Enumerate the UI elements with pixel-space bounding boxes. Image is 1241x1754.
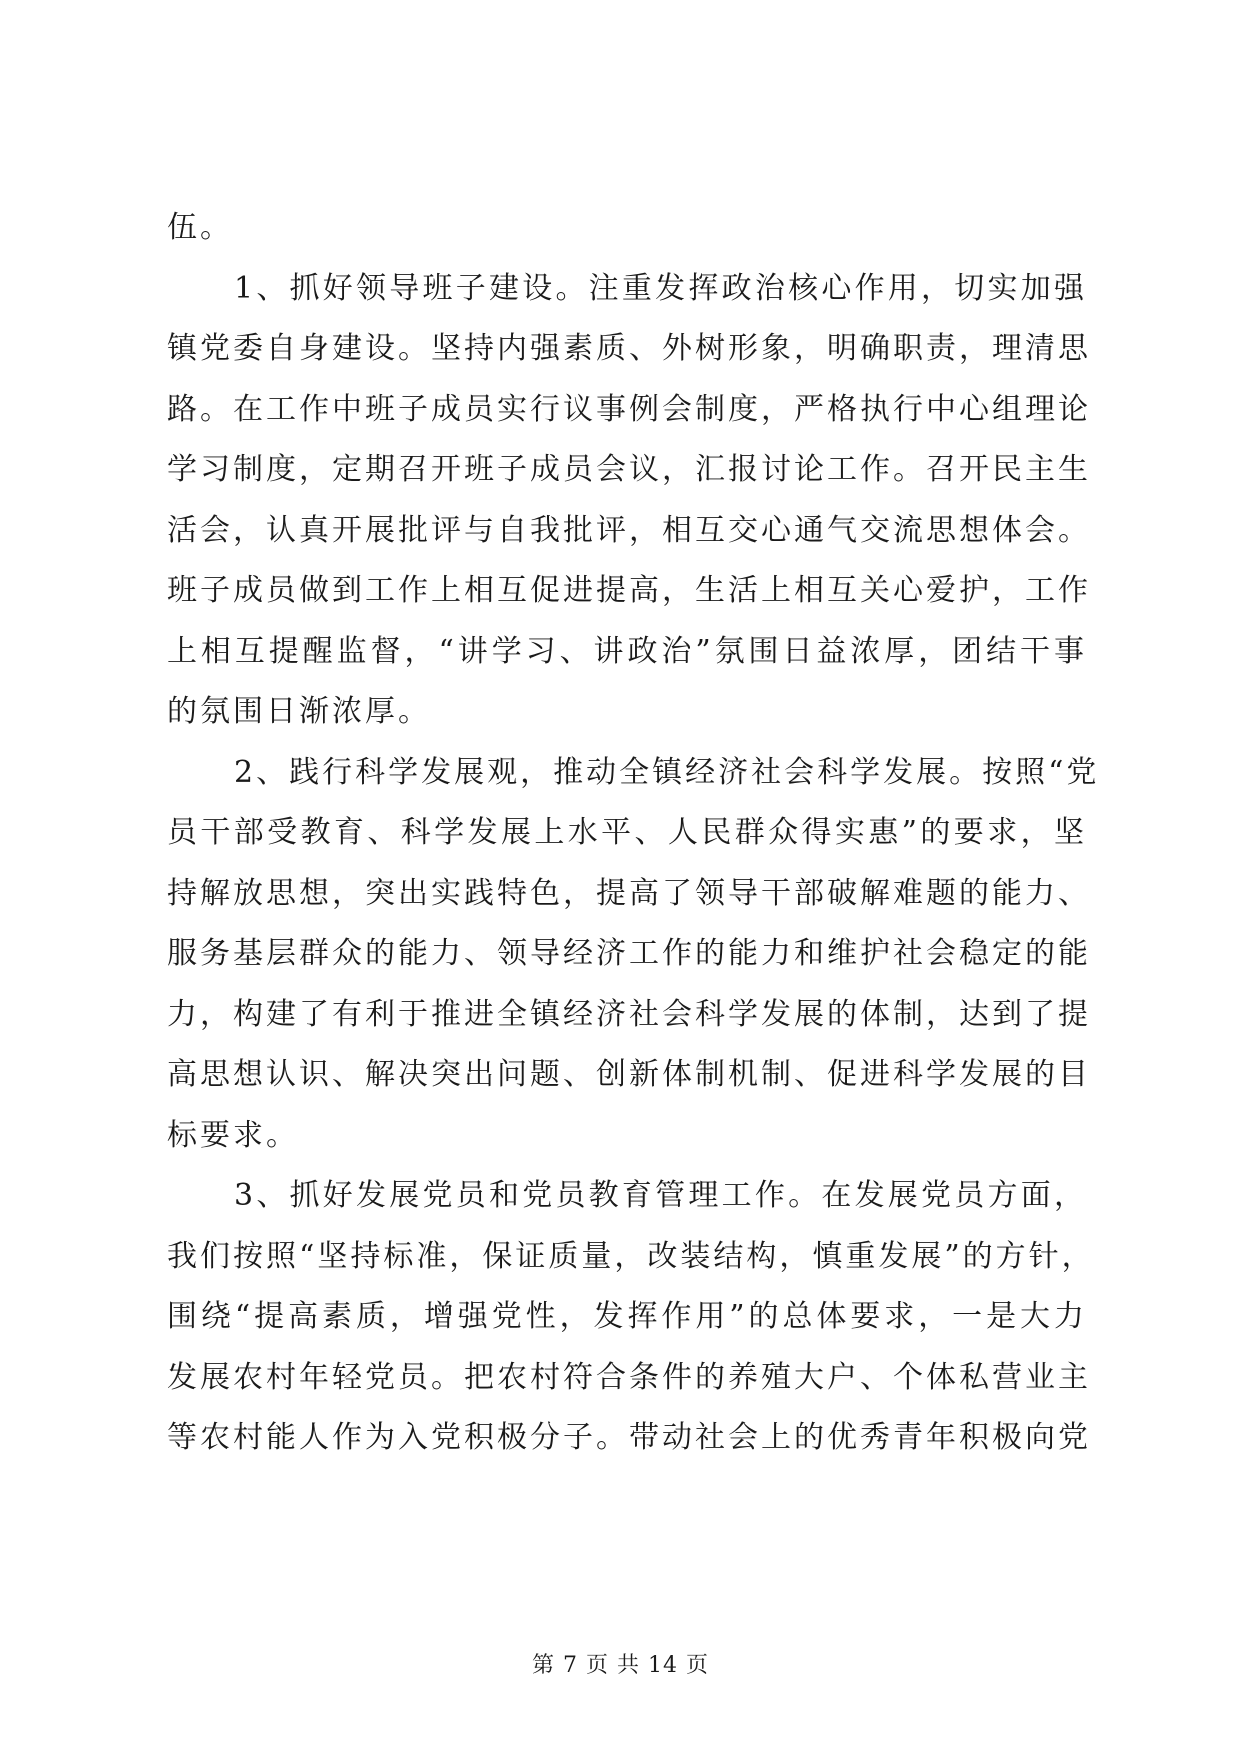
text-line: 2、践行科学发展观，推动全镇经济社会科学发展。按照“党 (234, 754, 1100, 790)
text-line: 标要求。 (167, 1117, 299, 1153)
page-footer: 第 7 页 共 14 页 (532, 1653, 709, 1678)
text-line: 发展农村年轻党员。把农村符合条件的养殖大户、个体私营业主 (167, 1359, 1091, 1395)
text-line: 持解放思想，突出实践特色，提高了领导干部破解难题的能力、 (167, 875, 1091, 911)
text-line: 员干部受教育、科学发展上水平、人民群众得实惠”的要求，坚 (167, 815, 1087, 850)
text-line: 的氛围日渐浓厚。 (167, 694, 431, 729)
text-line: 班子成员做到工作上相互促进提高，生活上相互关心爱护，工作 (167, 573, 1091, 608)
text-line: 路。在工作中班子成员实行议事例会制度，严格执行中心组理论 (167, 391, 1091, 427)
text-line: 服务基层群众的能力、领导经济工作的能力和维护社会稳定的能 (167, 936, 1091, 971)
text-line: 上相互提醒监督，“讲学习、讲政治”氛围日益浓厚，团结干事 (167, 633, 1087, 669)
text-line: 镇党委自身建设。坚持内强素质、外树形象，明确职责，理清思 (167, 331, 1091, 366)
text-line: 学习制度，定期召开班子成员会议，汇报讨论工作。召开民主生 (167, 452, 1091, 487)
text-line: 围绕“提高素质，增强党性，发挥作用”的总体要求，一是大力 (167, 1299, 1087, 1334)
text-line: 等农村能人作为入党积极分子。带动社会上的优秀青年积极向党 (167, 1420, 1091, 1455)
document-body (167, 198, 1100, 1469)
text-line: 活会，认真开展批评与自我批评，相互交心通气交流思想体会。 (167, 512, 1091, 548)
text-line: 我们按照“坚持标准，保证质量，改装结构，慎重发展”的方针， (167, 1238, 1095, 1274)
text-line: 3、抓好发展党员和党员教育管理工作。在发展党员方面， (234, 1178, 1087, 1213)
text-line: 力，构建了有利于推进全镇经济社会科学发展的体制，达到了提 (167, 996, 1091, 1032)
text-line: 高思想认识、解决突出问题、创新体制机制、促进科学发展的目 (167, 1057, 1091, 1092)
text-line: 伍。 (167, 210, 233, 245)
text-line: 1、抓好领导班子建设。注重发挥政治核心作用，切实加强 (234, 270, 1087, 306)
